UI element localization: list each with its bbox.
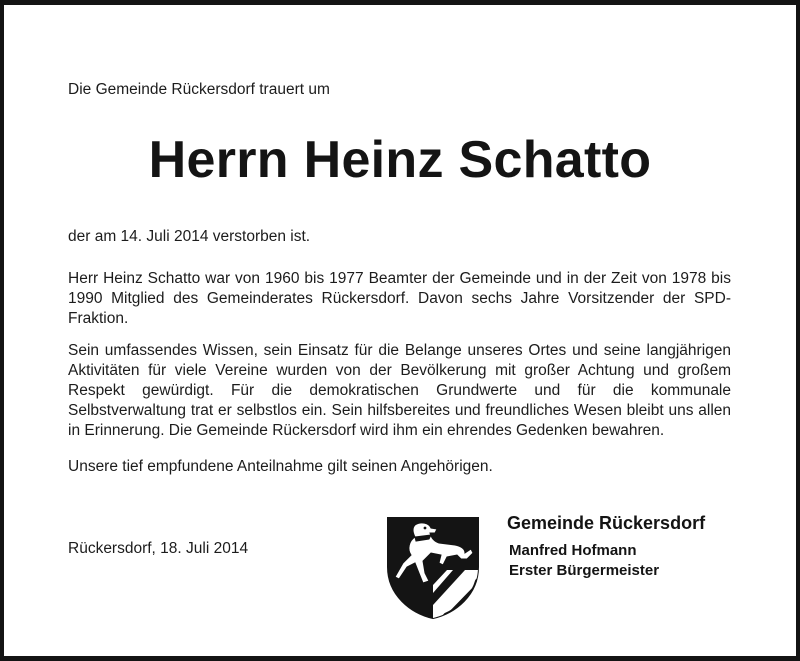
- deceased-name-heading: Herrn Heinz Schatto: [148, 131, 652, 189]
- signer-title: Erster Bürgermeister: [509, 562, 660, 579]
- place-and-date: Rückersdorf, 18. Juli 2014: [68, 540, 249, 557]
- coat-of-arms-icon: [385, 515, 481, 621]
- condolence-paragraph: Unsere tief empfundene Anteilnahme gilt seinen Angehörigen.: [68, 458, 493, 475]
- signer-name: Manfred Hofmann: [509, 542, 637, 559]
- biography-paragraph: Herr Heinz Schatto war von 1960 bis 1977 Beamter der Gemeinde und in der Zeit von 1978 bis 1990 Mitglied des Gemeinderates Rückersdorf. Davon sechs Jahre Vorsitzender der SPD-Fraktion.: [68, 270, 731, 327]
- signer-block: [509, 541, 659, 581]
- organization-name: Gemeinde Rückersdorf: [507, 513, 706, 533]
- intro-text: Die Gemeinde Rückersdorf trauert um: [68, 81, 330, 98]
- death-date-text: der am 14. Juli 2014 verstorben ist.: [68, 228, 311, 245]
- heraldic-diagonal-stripes: [433, 570, 478, 618]
- tribute-paragraph: Sein umfassendes Wissen, sein Einsatz für die Belange unseres Ortes und seine langjährigen Aktivitäten für viele Vereine wurden von der Bevölkerung mit großer Achtung und großem Respekt gewürdigt. Für die demokratischen Grundwerte und für die kommunale Selbstverwaltung trat er selbstlos ein. Sein hilfsbereites und freundliches Wesen bleibt uns allen in Erinnerung. Die Gemeinde Rückersdorf wird ihm ein ehrendes Gedenken bewahren.: [68, 342, 731, 439]
